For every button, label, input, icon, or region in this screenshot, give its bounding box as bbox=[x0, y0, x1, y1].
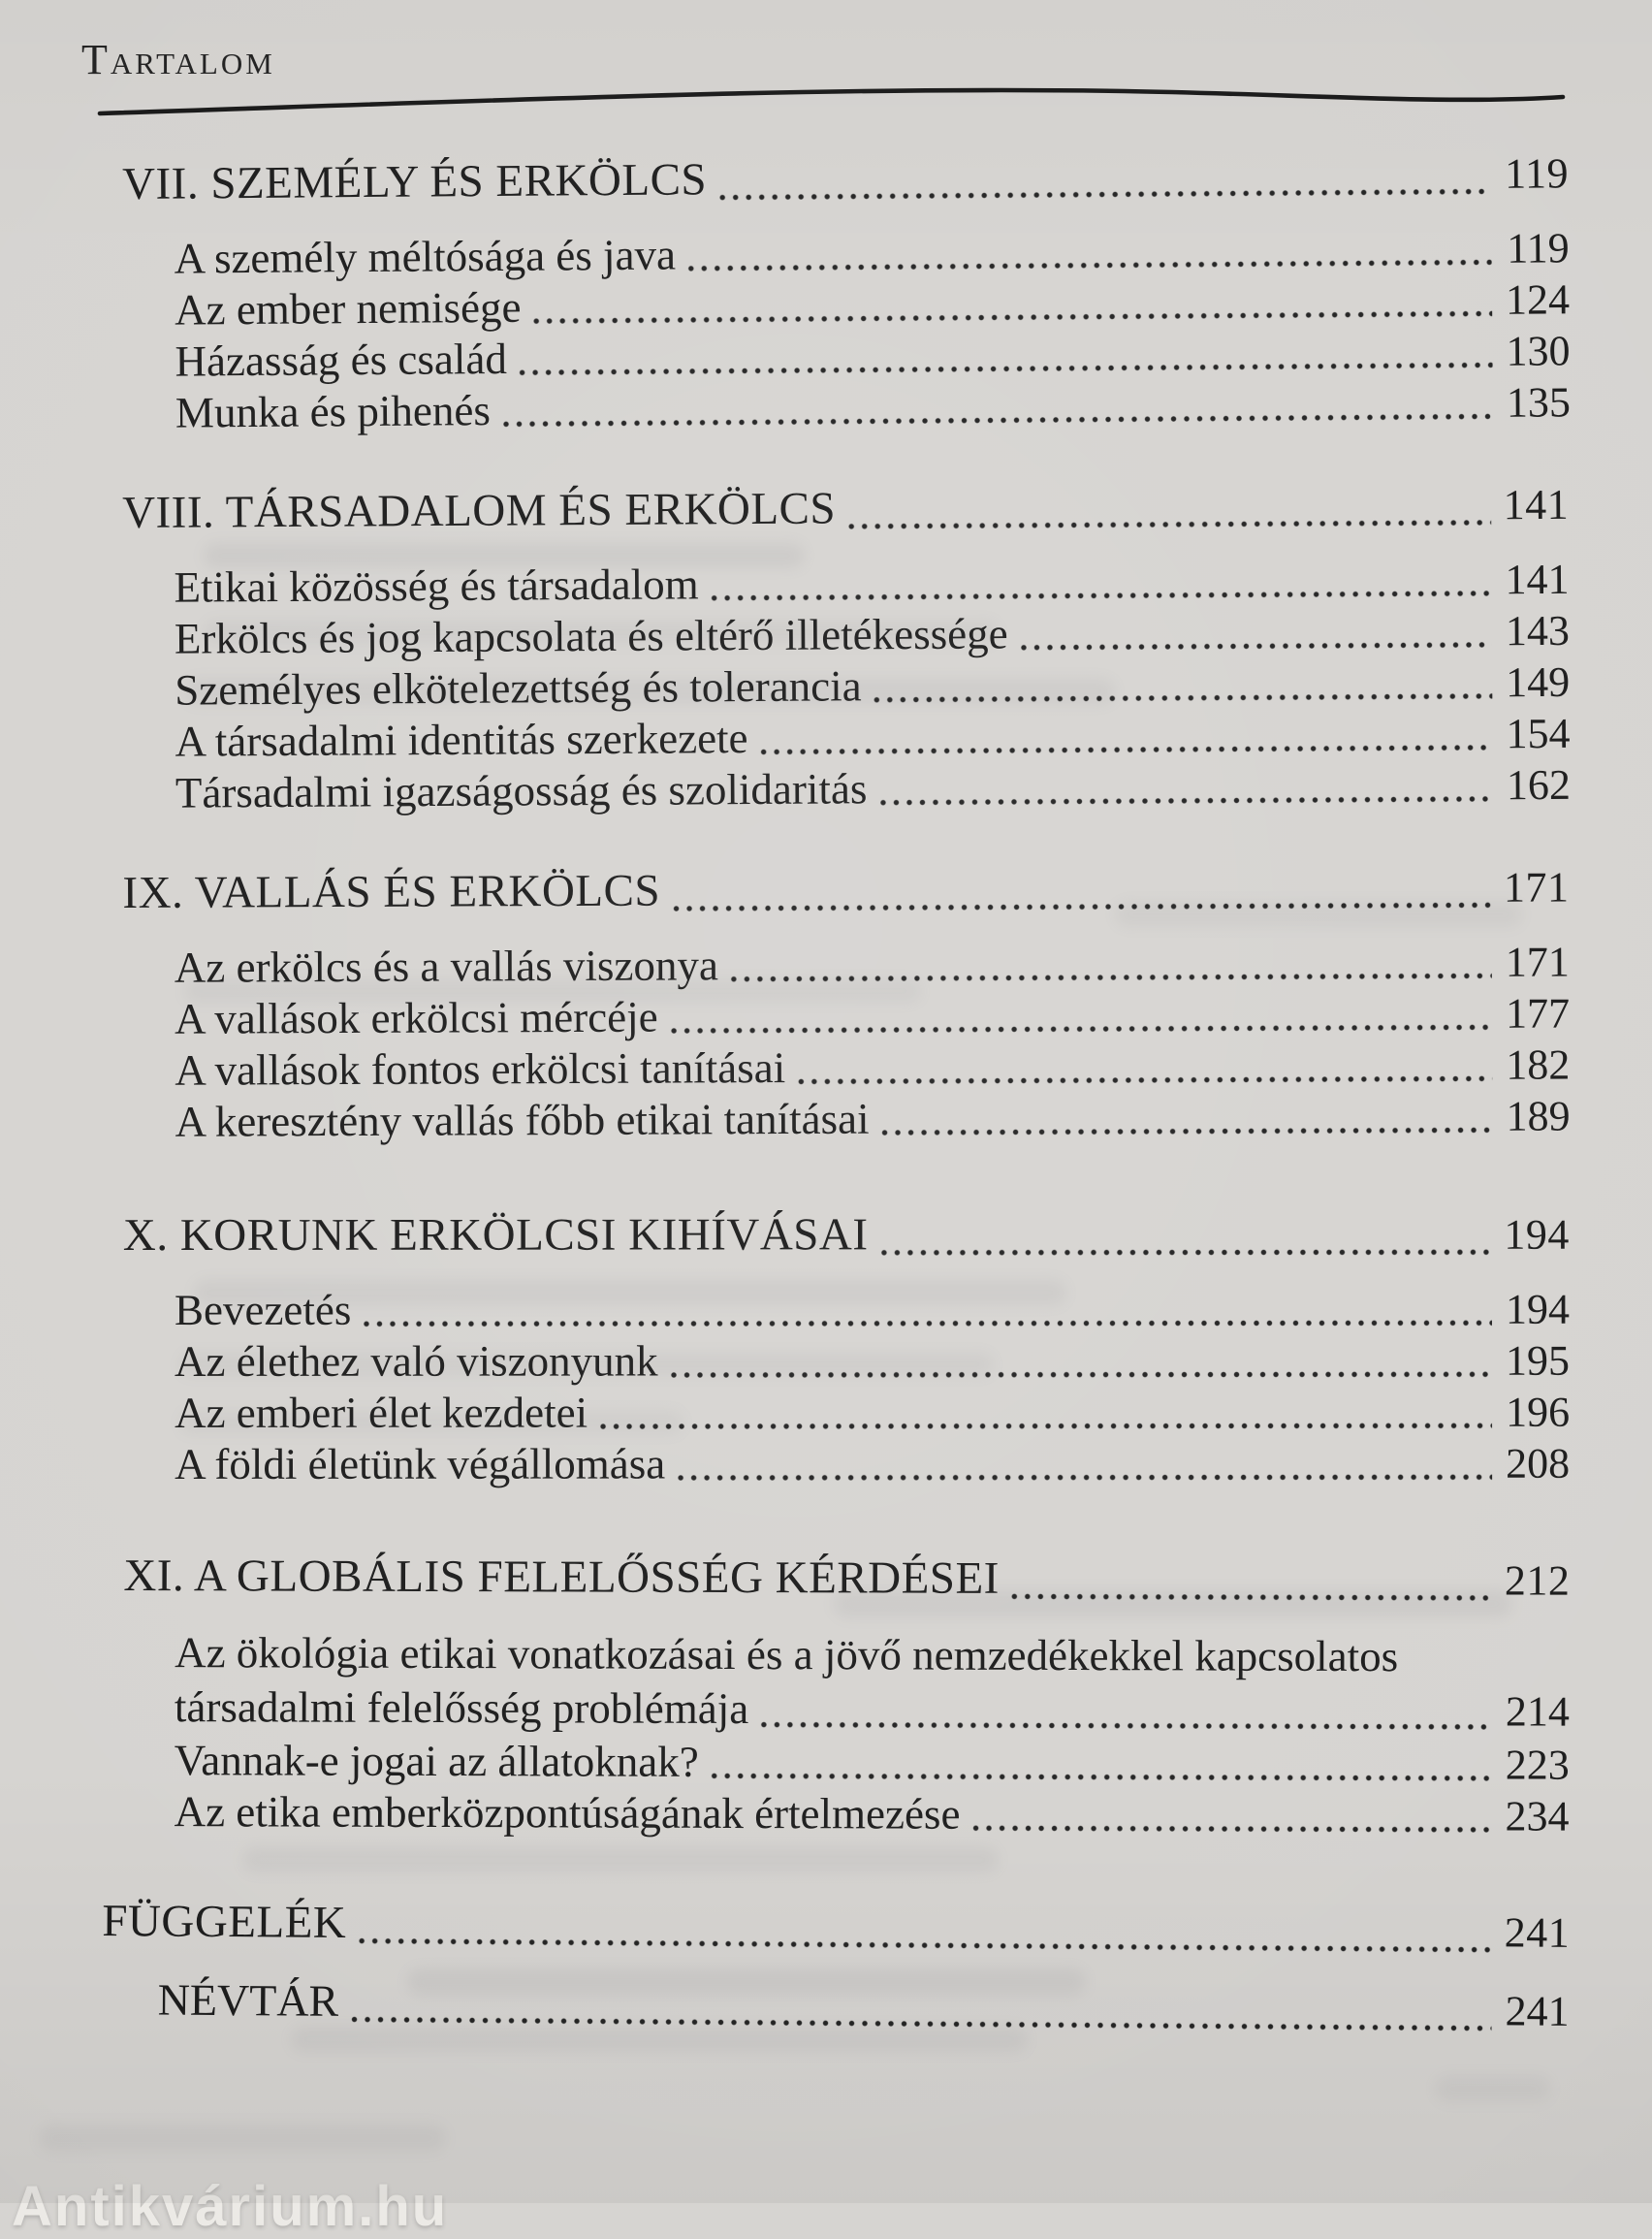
item-label: Vannak-e jogai az állatoknak? bbox=[174, 1736, 699, 1786]
page-title: Tartalom bbox=[81, 36, 275, 83]
toc-entry bbox=[101, 1970, 1569, 2041]
toc-entry bbox=[122, 144, 1569, 214]
dotted-leader bbox=[502, 412, 1493, 429]
dotted-leader bbox=[358, 1936, 1492, 1954]
page-number: 149 bbox=[1506, 657, 1571, 707]
toc-entry bbox=[123, 1335, 1570, 1388]
toc-entry bbox=[123, 936, 1570, 994]
toc-entry bbox=[123, 656, 1570, 717]
dotted-leader bbox=[672, 901, 1491, 913]
section-title: VII. SZEMÉLY ÉS ERKÖLCS bbox=[121, 154, 708, 210]
page-number: 143 bbox=[1505, 606, 1571, 656]
dotted-leader bbox=[760, 1720, 1492, 1731]
toc-entry bbox=[123, 708, 1570, 768]
item-label: Személyes elkötelezettség és tolerancia bbox=[175, 661, 862, 715]
toc-section-ix bbox=[122, 857, 1570, 1148]
item-label: A földi életünk végállomása bbox=[175, 1439, 666, 1488]
dotted-leader bbox=[718, 187, 1491, 202]
page-number: 223 bbox=[1505, 1741, 1570, 1789]
item-label: A keresztény vallás főbb etikai tanításai bbox=[175, 1094, 870, 1146]
item-label: Erkölcs és jog kapcsolata és eltérő illetékessége bbox=[174, 609, 1008, 663]
item-label: A vallások erkölcsi mércéje bbox=[174, 992, 658, 1043]
toc-entry bbox=[123, 1387, 1570, 1439]
item-label: A személy méltósága és java bbox=[174, 230, 677, 283]
dotted-leader bbox=[760, 743, 1493, 756]
dotted-leader bbox=[711, 1772, 1492, 1783]
page-number: 196 bbox=[1506, 1388, 1571, 1436]
item-label: Az erkölcs és a vallás viszonya bbox=[174, 941, 718, 992]
dotted-leader bbox=[878, 794, 1493, 807]
item-label: Az emberi élet kezdetei bbox=[175, 1388, 588, 1437]
toc-section-xi bbox=[123, 1547, 1571, 1842]
page-number: 124 bbox=[1505, 275, 1571, 324]
section-title: X. KORUNK ERKÖLCSI KIHÍVÁSAI bbox=[122, 1209, 869, 1261]
toc-entry bbox=[123, 605, 1570, 665]
toc-entry bbox=[123, 1786, 1570, 1842]
page-number: 189 bbox=[1506, 1092, 1571, 1140]
page-number: 214 bbox=[1505, 1687, 1571, 1736]
toc-entry bbox=[123, 1284, 1570, 1336]
toc-entry bbox=[122, 475, 1569, 543]
page-number: 135 bbox=[1506, 378, 1572, 427]
item-label: Az ember nemisége bbox=[174, 282, 522, 335]
page-number: 162 bbox=[1506, 760, 1572, 810]
dotted-leader bbox=[670, 1370, 1492, 1380]
dotted-leader bbox=[350, 2015, 1491, 2032]
dotted-leader bbox=[1011, 1592, 1493, 1603]
page-number: 212 bbox=[1504, 1556, 1571, 1605]
toc-entry bbox=[122, 554, 1569, 614]
page-number: 130 bbox=[1506, 327, 1571, 375]
page-number: 195 bbox=[1505, 1336, 1571, 1385]
toc-entry bbox=[123, 1090, 1570, 1148]
page-number: 141 bbox=[1505, 555, 1570, 604]
page-number: 241 bbox=[1505, 1987, 1570, 2035]
toc-entry bbox=[124, 376, 1571, 439]
toc-section-appendix bbox=[101, 1892, 1570, 2041]
table-of-contents bbox=[102, 149, 1572, 2035]
item-label: A társadalmi identitás szerkezete bbox=[175, 714, 748, 766]
dotted-leader bbox=[533, 309, 1493, 326]
toc-entry bbox=[124, 759, 1571, 819]
page-number: 194 bbox=[1504, 1210, 1570, 1259]
toc-entry bbox=[123, 1438, 1570, 1490]
toc-entry bbox=[123, 1039, 1570, 1097]
dotted-leader bbox=[677, 1473, 1492, 1483]
page-number: 208 bbox=[1506, 1439, 1571, 1487]
page-number: 171 bbox=[1503, 863, 1570, 912]
page-number: 234 bbox=[1505, 1792, 1570, 1840]
item-label: Társadalmi igazságosság és szolidaritás bbox=[175, 764, 868, 817]
toc-entry-wrapped-line2 bbox=[123, 1679, 1570, 1740]
item-label: NÉVTÁR bbox=[157, 1974, 339, 2026]
page-number: 182 bbox=[1506, 1040, 1571, 1089]
section-title: VIII. TÁRSADALOM ÉS ERKÖLCS bbox=[121, 483, 837, 539]
dotted-leader bbox=[847, 518, 1491, 530]
item-label: társadalmi felelősség problémája bbox=[174, 1682, 749, 1734]
dotted-leader bbox=[519, 361, 1493, 377]
item-label: Etikai közösség és társadalom bbox=[174, 560, 699, 612]
bleedthrough-smudge bbox=[1435, 2075, 1551, 2102]
toc-entry-wrapped-line1 bbox=[123, 1625, 1570, 1684]
dotted-leader bbox=[797, 1074, 1492, 1086]
dotted-leader bbox=[874, 691, 1493, 704]
toc-entry bbox=[123, 1735, 1570, 1791]
item-label: Az ökológia etikai vonatkozásai és a jövő nemzedékekkel kapcsolatos bbox=[175, 1628, 1399, 1681]
dotted-leader bbox=[971, 1824, 1491, 1835]
toc-entry bbox=[123, 1205, 1570, 1265]
item-label: Házasság és család bbox=[175, 334, 508, 386]
page-number: 171 bbox=[1505, 938, 1570, 986]
page-number: 154 bbox=[1506, 709, 1571, 758]
toc-entry bbox=[102, 1892, 1570, 1963]
dotted-leader bbox=[363, 1319, 1492, 1328]
page-number: 119 bbox=[1504, 149, 1570, 198]
toc-section-x bbox=[123, 1205, 1570, 1490]
dotted-leader bbox=[711, 589, 1492, 602]
section-title: FÜGGELÉK bbox=[102, 1896, 347, 1948]
toc-entry bbox=[122, 857, 1569, 923]
toc-section-vii bbox=[122, 144, 1571, 439]
antikvarium-watermark: Antikvárium.hu bbox=[12, 2175, 449, 2238]
dotted-leader bbox=[670, 1023, 1492, 1036]
dotted-leader bbox=[730, 972, 1492, 983]
dotted-leader bbox=[599, 1422, 1492, 1431]
page-number: 141 bbox=[1503, 480, 1570, 529]
item-label: Az élethez való viszonyunk bbox=[174, 1336, 658, 1386]
item-label: Bevezetés bbox=[174, 1285, 352, 1334]
section-title: XI. A GLOBÁLIS FELELŐSSÉG KÉRDÉSEI bbox=[123, 1551, 1000, 1604]
dotted-leader bbox=[881, 1126, 1493, 1137]
header-rule bbox=[97, 83, 1567, 122]
section-title: IX. VALLÁS ÉS ERKÖLCS bbox=[122, 865, 661, 919]
dotted-leader bbox=[1020, 640, 1492, 652]
page-number: 241 bbox=[1504, 1908, 1571, 1957]
page-number: 119 bbox=[1507, 224, 1570, 272]
page-number: 177 bbox=[1505, 989, 1571, 1038]
item-label: A vallások fontos erkölcsi tanításai bbox=[175, 1043, 786, 1095]
dotted-leader bbox=[880, 1248, 1492, 1258]
dotted-leader bbox=[687, 258, 1492, 273]
bleedthrough-smudge bbox=[39, 2124, 446, 2153]
page-number: 194 bbox=[1505, 1285, 1570, 1333]
item-label: Munka és pihenés bbox=[175, 386, 492, 437]
toc-entry bbox=[123, 987, 1570, 1045]
item-label: Az etika emberközpontúságának értelmezése bbox=[174, 1787, 961, 1839]
toc-entry bbox=[123, 1547, 1570, 1611]
toc-section-viii bbox=[122, 475, 1571, 819]
